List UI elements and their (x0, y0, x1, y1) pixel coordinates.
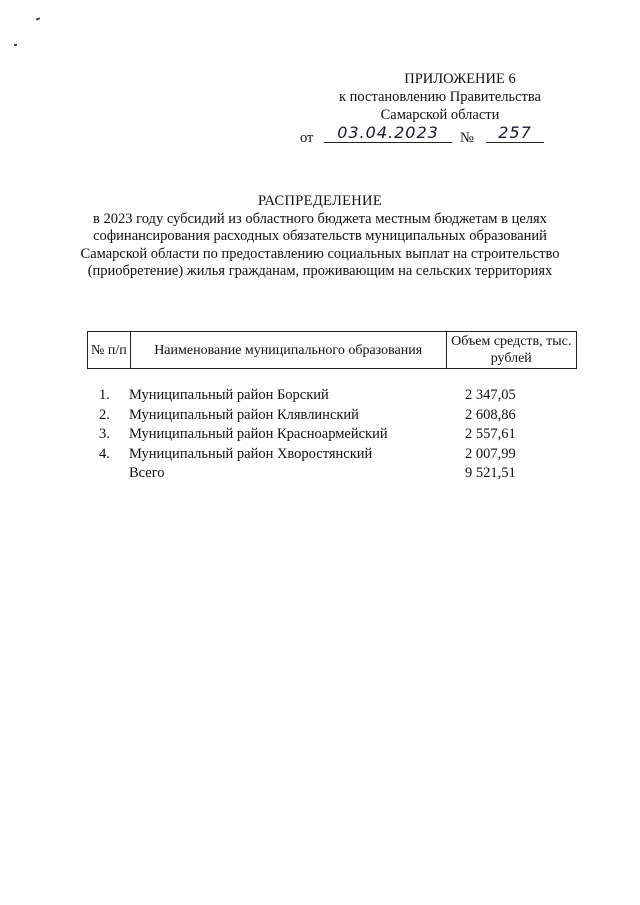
row-amount: 2 007,99 (465, 445, 516, 462)
row-num: 2. (99, 406, 110, 423)
header-num: № п/п (88, 332, 131, 368)
document-subtitle: в 2023 году субсидий из областного бюджета местным бюджетам в целях софинансирования расходных обязательств муниципальных образований Самарской области по предоставлению социальных выплат на строительство (приобретение) жилья гражданам, проживающим на сельских территориях (80, 210, 560, 279)
total-row (87, 464, 575, 484)
appendix-line-2: Самарской области (380, 107, 500, 123)
number-prefix: № (460, 130, 474, 146)
appendix-block (300, 70, 560, 148)
row-amount: 2 608,86 (465, 406, 516, 423)
table-row (87, 386, 575, 406)
table-row (87, 445, 575, 465)
total-amount: 9 521,51 (465, 465, 516, 481)
row-name: Муниципальный район Хворостянский (129, 445, 373, 462)
table-body (87, 386, 575, 484)
header-amount: Объем средств, тыс. рублей (451, 334, 572, 366)
document-heading (60, 193, 580, 281)
table-row (87, 406, 575, 426)
handwritten-number: 257 (486, 124, 544, 143)
row-num: 1. (99, 387, 110, 403)
date-number-line (300, 123, 560, 148)
table-row (87, 425, 575, 445)
row-name: Муниципальный район Борский (129, 387, 329, 403)
appendix-title: ПРИЛОЖЕНИЕ 6 (404, 71, 516, 87)
document-title: РАСПРЕДЕЛЕНИЕ (258, 193, 382, 209)
row-name: Муниципальный район Клявлинский (129, 406, 359, 423)
table-header (87, 331, 577, 369)
date-prefix: от (300, 130, 314, 146)
row-num: 3. (99, 426, 110, 442)
total-label: Всего (129, 465, 165, 481)
total-num (87, 464, 129, 484)
row-name: Муниципальный район Красноармейский (129, 426, 388, 442)
scan-mark (36, 17, 40, 21)
handwritten-date: 03.04.2023 (324, 124, 452, 143)
header-name: Наименование муниципального образования (131, 332, 447, 368)
row-amount: 2 347,05 (465, 387, 516, 403)
row-num: 4. (99, 445, 110, 462)
appendix-line-1: к постановлению Правительства (339, 89, 541, 105)
row-amount: 2 557,61 (465, 426, 516, 442)
scan-mark (14, 44, 17, 46)
